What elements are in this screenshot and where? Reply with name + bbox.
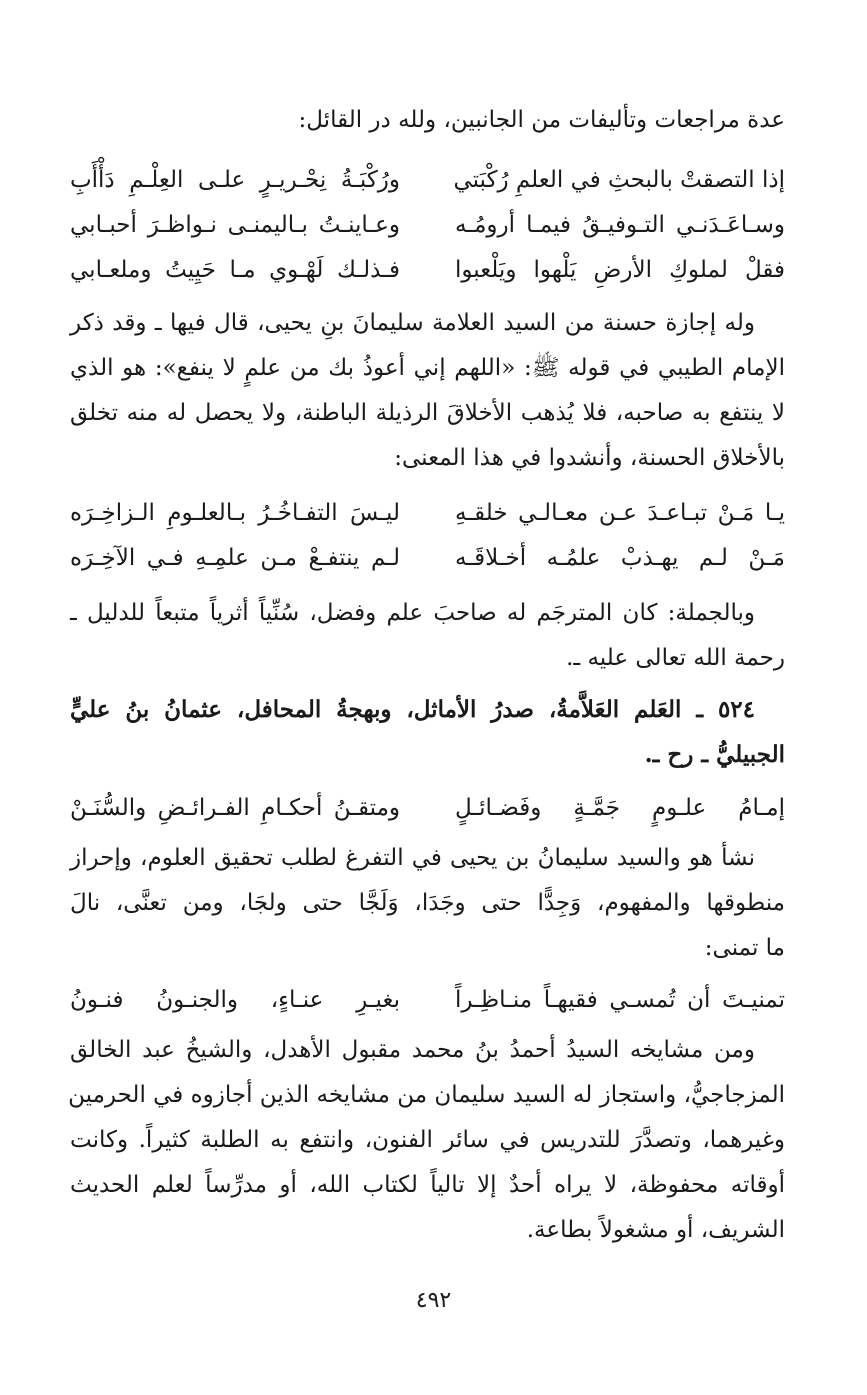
verse (70, 980, 785, 1020)
verse (70, 160, 785, 200)
text-line: منطوقها والمفهوم، وَجِدًّا حتى وجَدَا، وَلَجَّا حتى ولجَا، ومن تعنَّى، نالَ (70, 890, 785, 916)
text-line: وله إجازة حسنة من السيد العلامة سليمانَ بنِ يحيى، قال فيها ـ وقد ذكر (70, 310, 755, 336)
verse-first-hemistich: تمنيـتَ أن تُمسـي فقيهـاً منـاظِـراً (455, 987, 785, 1013)
verse-first-hemistich: وسـاعَـدَنـي التـوفيـقُ فيمـا أرومُـه (455, 212, 785, 238)
verse-second-hemistich: ورُكْبَـةُ نِحْـريـرٍ علـى العِلْـمِ دَأْأَبِ (70, 167, 400, 193)
text-line: الإمام الطيبي في قوله ﷺ: «اللهم إني أعوذُ بك من علمٍ لا ينفع»: هو الذي (70, 355, 785, 381)
text-line: وبالجملة: كان المترجَم له صاحبَ علم وفضل، سُنِّياً أثرياً متبعاً للدليل ـ (70, 600, 755, 626)
text-line: الشريف، أو مشغولاً بطاعة. (526, 1217, 785, 1243)
text-line: المزجاجيُّ، واستجاز له السيد سليمان من مشايخه الذين أجازوه في الحرمين (68, 1082, 785, 1108)
verse-second-hemistich: فـذلـك لَهْـوي مـا حَيِيتُ وملعـابي (70, 257, 400, 283)
text-line: بالأخلاق الحسنة، وأنشدوا في هذا المعنى: (394, 445, 785, 471)
text-line: نشأ هو والسيد سليمانُ بن يحيى في التفرغ لطلب تحقيق العلوم، وإحراز (70, 845, 755, 871)
verse (70, 205, 785, 245)
verse (70, 788, 785, 828)
text-line: لا ينتفع به صاحبه، فلا يُذهب الأخلاقَ الرذيلة الباطنة، ولا يحصل له منه تخلق (70, 400, 785, 426)
verse-second-hemistich: ليـسَ التفـاخُـرُ بـالعلـومِ الـزاخِـرَه (70, 500, 400, 526)
verse-first-hemistich: إذا التصقتْ بالبحثِ في العلمِ رُكْبَتي (453, 167, 785, 193)
verse-first-hemistich: مَـنْ لـم يهـذبْ علمُـه أخـلاقَـه (455, 545, 785, 571)
text-line: أوقاته محفوظة، لا يراه أحدٌ إلا تالياً لكتاب الله، أو مدرِّساً لعلم الحديث (70, 1172, 785, 1198)
verse (70, 538, 785, 578)
verse-second-hemistich: وعـاينـتُ بـاليمنـى نـواظـرَ أحبـابي (70, 212, 400, 238)
verse-second-hemistich: بغيـرِ عنـاءٍ، والجنـونُ فنـونُ (70, 987, 400, 1013)
entry-title: ٥٢٤ ـ العَلم العَلاَّمةُ، صدرُ الأماثل، وبهجةُ المحافل، عثمانُ بنُ عليٍّ (70, 696, 755, 723)
intro-line: عدة مراجعات وتأليفات من الجانبين، ولله در القائل: (298, 107, 785, 133)
page-number: ٤٩٢ (415, 1288, 452, 1313)
verse-second-hemistich: لـم ينتفـعْ مـن علمِـهِ فـي الآخِـرَه (70, 545, 400, 571)
verse (70, 250, 785, 290)
text-line: رحمة الله تعالى عليه ـ. (566, 645, 785, 671)
verse-first-hemistich: إمـامُ علـومٍ جَمَّـةٍ وفَضـائـلٍ (455, 795, 785, 821)
text-line: وغيرهما، وتصدَّرَ للتدريس في سائر الفنون، وانتفع به الطلبة كثيراً. وكانت (70, 1127, 785, 1153)
text-line: ما تمنى: (704, 935, 785, 961)
verse-second-hemistich: ومتقـنُ أحكـامِ الفـرائـضِ والسُّنَـنْ (70, 795, 400, 821)
text-line: ومن مشايخه السيدُ أحمدُ بنُ محمد مقبول الأهدل، والشيخُ عبد الخالق (70, 1037, 755, 1063)
verse-first-hemistich: فقلْ لملوكِ الأرضِ يَلْهوا ويَلْعبوا (455, 257, 785, 283)
entry-title-continued: الجبيليُّ ـ رح ـ. (644, 741, 785, 768)
verse (70, 493, 785, 533)
verse-first-hemistich: يـا مَـنْ تبـاعـدَ عـن معـالـي خلقـهِ (455, 500, 785, 526)
